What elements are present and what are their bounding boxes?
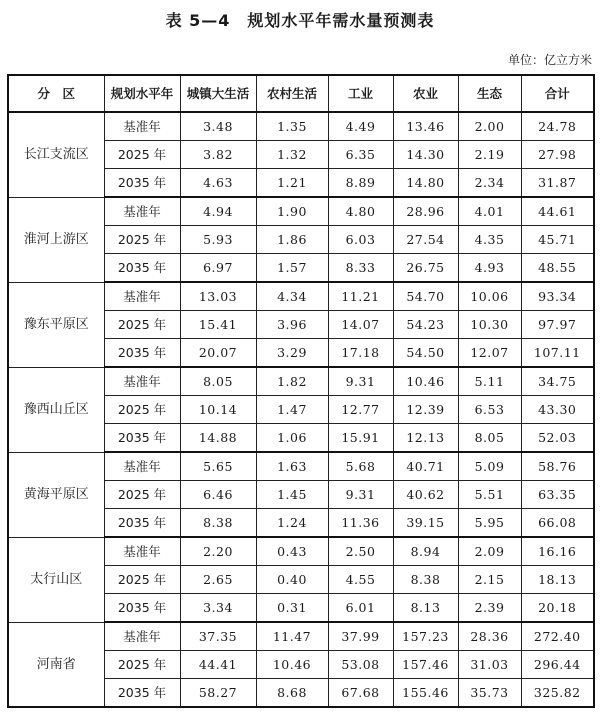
rural-cell: 1.47 [256,396,328,424]
year-cell: 2035 年 [104,424,180,453]
total-cell: 45.71 [521,226,594,254]
year-cell: 2025 年 [104,141,180,169]
table-row [8,452,594,481]
ecology-cell: 10.30 [458,311,521,339]
year-cell: 2035 年 [104,679,180,708]
year-cell: 基准年 [104,537,180,566]
rural-cell: 1.86 [256,226,328,254]
total-cell: 63.35 [521,481,594,509]
urban-cell: 6.97 [180,254,256,283]
agriculture-cell: 40.62 [393,481,458,509]
ecology-cell: 35.73 [458,679,521,708]
header-rural: 农村生活 [256,75,328,112]
total-cell: 93.34 [521,282,594,311]
year-cell: 2025 年 [104,481,180,509]
region-cell: 黄海平原区 [8,452,104,537]
ecology-cell: 6.53 [458,396,521,424]
industry-cell: 4.49 [328,112,393,141]
industry-cell: 53.08 [328,651,393,679]
industry-cell: 11.21 [328,282,393,311]
rural-cell: 1.06 [256,424,328,453]
total-cell: 24.78 [521,112,594,141]
year-cell: 2035 年 [104,169,180,198]
unit-label: 单位：亿立方米 [507,53,592,67]
year-cell: 基准年 [104,452,180,481]
year-cell: 基准年 [104,197,180,226]
industry-cell: 2.50 [328,537,393,566]
agriculture-cell: 14.30 [393,141,458,169]
table-row [8,282,594,311]
total-cell: 66.08 [521,509,594,538]
agriculture-cell: 12.13 [393,424,458,453]
urban-cell: 2.65 [180,566,256,594]
header-year: 规划水平年 [104,75,180,112]
rural-cell: 1.90 [256,197,328,226]
region-cell: 豫西山丘区 [8,367,104,452]
rural-cell: 1.21 [256,169,328,198]
agriculture-cell: 155.46 [393,679,458,708]
ecology-cell: 10.06 [458,282,521,311]
table-row [8,537,594,566]
agriculture-cell: 27.54 [393,226,458,254]
urban-cell: 20.07 [180,339,256,368]
urban-cell: 14.88 [180,424,256,453]
year-cell: 2035 年 [104,509,180,538]
total-cell: 48.55 [521,254,594,283]
urban-cell: 4.94 [180,197,256,226]
ecology-cell: 2.19 [458,141,521,169]
year-cell: 2025 年 [104,311,180,339]
header-industry: 工业 [328,75,393,112]
urban-cell: 44.41 [180,651,256,679]
industry-cell: 6.35 [328,141,393,169]
urban-cell: 8.38 [180,509,256,538]
ecology-cell: 5.51 [458,481,521,509]
agriculture-cell: 8.13 [393,594,458,623]
agriculture-cell: 13.46 [393,112,458,141]
year-cell: 2025 年 [104,396,180,424]
ecology-cell: 4.93 [458,254,521,283]
year-cell: 2025 年 [104,226,180,254]
header-row [8,75,594,112]
agriculture-cell: 157.46 [393,651,458,679]
agriculture-cell: 14.80 [393,169,458,198]
total-cell: 52.03 [521,424,594,453]
industry-cell: 12.77 [328,396,393,424]
agriculture-cell: 157.23 [393,622,458,651]
industry-cell: 8.89 [328,169,393,198]
agriculture-cell: 39.15 [393,509,458,538]
urban-cell: 6.46 [180,481,256,509]
urban-cell: 3.34 [180,594,256,623]
agriculture-cell: 8.38 [393,566,458,594]
agriculture-cell: 10.46 [393,367,458,396]
rural-cell: 4.34 [256,282,328,311]
year-cell: 基准年 [104,112,180,141]
industry-cell: 4.55 [328,566,393,594]
total-cell: 325.82 [521,679,594,708]
ecology-cell: 2.00 [458,112,521,141]
rural-cell: 11.47 [256,622,328,651]
table-body [8,112,594,707]
year-cell: 2025 年 [104,651,180,679]
ecology-cell: 4.01 [458,197,521,226]
water-demand-table [7,74,595,708]
ecology-cell: 31.03 [458,651,521,679]
urban-cell: 13.03 [180,282,256,311]
agriculture-cell: 26.75 [393,254,458,283]
rural-cell: 1.35 [256,112,328,141]
rural-cell: 8.68 [256,679,328,708]
year-cell: 2035 年 [104,339,180,368]
total-cell: 34.75 [521,367,594,396]
industry-cell: 6.03 [328,226,393,254]
urban-cell: 58.27 [180,679,256,708]
ecology-cell: 2.09 [458,537,521,566]
industry-cell: 14.07 [328,311,393,339]
ecology-cell: 12.07 [458,339,521,368]
ecology-cell: 8.05 [458,424,521,453]
industry-cell: 15.91 [328,424,393,453]
total-cell: 296.44 [521,651,594,679]
urban-cell: 5.65 [180,452,256,481]
total-cell: 43.30 [521,396,594,424]
year-cell: 基准年 [104,622,180,651]
ecology-cell: 5.09 [458,452,521,481]
year-cell: 基准年 [104,367,180,396]
agriculture-cell: 40.71 [393,452,458,481]
total-cell: 272.40 [521,622,594,651]
ecology-cell: 28.36 [458,622,521,651]
industry-cell: 11.36 [328,509,393,538]
rural-cell: 1.24 [256,509,328,538]
year-cell: 2025 年 [104,566,180,594]
agriculture-cell: 12.39 [393,396,458,424]
rural-cell: 3.96 [256,311,328,339]
industry-cell: 5.68 [328,452,393,481]
agriculture-cell: 8.94 [393,537,458,566]
agriculture-cell: 54.70 [393,282,458,311]
ecology-cell: 2.15 [458,566,521,594]
urban-cell: 37.35 [180,622,256,651]
rural-cell: 3.29 [256,339,328,368]
industry-cell: 4.80 [328,197,393,226]
ecology-cell: 5.95 [458,509,521,538]
industry-cell: 9.31 [328,481,393,509]
total-cell: 58.76 [521,452,594,481]
total-cell: 16.16 [521,537,594,566]
urban-cell: 3.48 [180,112,256,141]
rural-cell: 1.63 [256,452,328,481]
total-cell: 27.98 [521,141,594,169]
header-ecology: 生态 [458,75,521,112]
urban-cell: 4.63 [180,169,256,198]
year-cell: 2035 年 [104,254,180,283]
total-cell: 44.61 [521,197,594,226]
header-urban: 城镇大生活 [180,75,256,112]
ecology-cell: 5.11 [458,367,521,396]
urban-cell: 15.41 [180,311,256,339]
table-row [8,622,594,651]
year-cell: 2035 年 [104,594,180,623]
urban-cell: 2.20 [180,537,256,566]
rural-cell: 0.43 [256,537,328,566]
table-row [8,112,594,141]
urban-cell: 8.05 [180,367,256,396]
industry-cell: 8.33 [328,254,393,283]
rural-cell: 1.57 [256,254,328,283]
ecology-cell: 2.34 [458,169,521,198]
urban-cell: 5.93 [180,226,256,254]
region-cell: 太行山区 [8,537,104,622]
agriculture-cell: 54.50 [393,339,458,368]
region-cell: 河南省 [8,622,104,707]
header-agriculture: 农业 [393,75,458,112]
region-cell: 豫东平原区 [8,282,104,367]
total-cell: 20.18 [521,594,594,623]
table-row [8,197,594,226]
total-cell: 97.97 [521,311,594,339]
table-title: 表 5—4 规划水平年需水量预测表 [165,11,435,30]
industry-cell: 37.99 [328,622,393,651]
rural-cell: 1.45 [256,481,328,509]
industry-cell: 6.01 [328,594,393,623]
ecology-cell: 2.39 [458,594,521,623]
region-cell: 长江支流区 [8,112,104,197]
table-row [8,367,594,396]
region-cell: 淮河上游区 [8,197,104,282]
rural-cell: 10.46 [256,651,328,679]
agriculture-cell: 54.23 [393,311,458,339]
header-region: 分 区 [8,75,104,112]
rural-cell: 1.32 [256,141,328,169]
rural-cell: 0.31 [256,594,328,623]
year-cell: 基准年 [104,282,180,311]
total-cell: 18.13 [521,566,594,594]
industry-cell: 17.18 [328,339,393,368]
ecology-cell: 4.35 [458,226,521,254]
rural-cell: 1.82 [256,367,328,396]
total-cell: 31.87 [521,169,594,198]
urban-cell: 10.14 [180,396,256,424]
industry-cell: 9.31 [328,367,393,396]
total-cell: 107.11 [521,339,594,368]
urban-cell: 3.82 [180,141,256,169]
agriculture-cell: 28.96 [393,197,458,226]
header-total: 合计 [521,75,594,112]
rural-cell: 0.40 [256,566,328,594]
industry-cell: 67.68 [328,679,393,708]
